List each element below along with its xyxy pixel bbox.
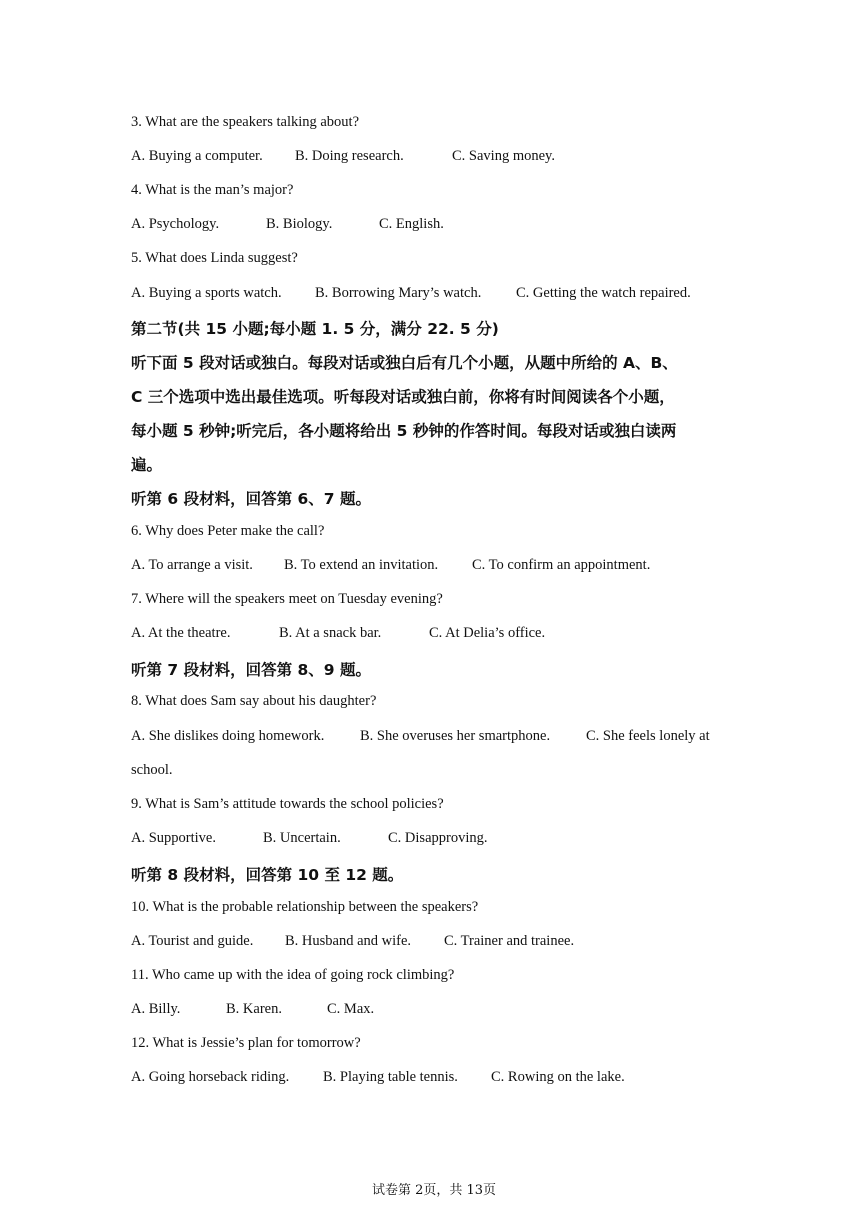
option-b: B. Playing table tennis. xyxy=(323,1069,458,1085)
question-5-options xyxy=(131,285,691,302)
group-8-heading: 听第 8 段材料，回答第 10 至 12 题。 xyxy=(131,866,404,884)
question-4-options xyxy=(131,216,444,233)
option-c: C. English. xyxy=(379,216,444,232)
option-b: B. To extend an invitation. xyxy=(284,557,439,573)
option-c: C. Disapproving. xyxy=(388,830,488,846)
option-a: A. At the theatre. xyxy=(131,625,231,641)
option-b: B. She overuses her smartphone. xyxy=(360,728,551,744)
question-7: 7. Where will the speakers meet on Tuesday evening? xyxy=(131,591,443,607)
option-a: A. She dislikes doing homework. xyxy=(131,728,325,744)
option-b: B. Uncertain. xyxy=(263,830,341,846)
question-9-options xyxy=(131,830,487,847)
group-7-heading: 听第 7 段材料，回答第 8、9 题。 xyxy=(131,661,371,679)
instruction-line-1: 听下面 5 段对话或独白。每段对话或独白后有几个小题，从题中所给的 A、B、 xyxy=(131,354,678,372)
option-c: C. Max. xyxy=(327,1001,375,1017)
instruction-line-3: 每小题 5 秒钟;听完后，各小题将给出 5 秒钟的作答时间。每段对话或独白读两 xyxy=(131,422,677,440)
group-6-heading: 听第 6 段材料，回答第 6、7 题。 xyxy=(131,490,371,508)
option-a: A. Billy. xyxy=(131,1001,181,1017)
question-8-option-continuation: school. xyxy=(131,762,173,778)
option-b: B. Borrowing Mary’s watch. xyxy=(315,285,482,301)
question-12-options xyxy=(131,1069,625,1086)
page-footer: 试卷第 2页，共 13页 xyxy=(371,1183,497,1198)
question-6: 6. Why does Peter make the call? xyxy=(131,523,325,539)
instruction-line-4: 遍。 xyxy=(131,456,163,474)
option-a: A. Supportive. xyxy=(131,830,216,846)
option-b: B. Biology. xyxy=(266,216,333,232)
option-b: B. Karen. xyxy=(226,1001,282,1017)
question-11-options xyxy=(131,1001,374,1018)
option-c: C. Rowing on the lake. xyxy=(491,1069,625,1085)
option-b: B. Husband and wife. xyxy=(285,933,412,949)
question-10-options xyxy=(131,933,574,950)
option-a: A. Tourist and guide. xyxy=(131,933,254,949)
section-heading: 第二节(共 15 小题;每小题 1. 5 分，满分 22. 5 分) xyxy=(131,320,499,338)
option-b: B. At a snack bar. xyxy=(279,625,382,641)
question-9: 9. What is Sam’s attitude towards the school policies? xyxy=(131,796,444,812)
instruction-line-2: C 三个选项中选出最佳选项。听每段对话或独白前，你将有时间阅读各个小题， xyxy=(131,388,675,406)
option-c: C. Getting the watch repaired. xyxy=(516,285,691,301)
question-12: 12. What is Jessie’s plan for tomorrow? xyxy=(131,1035,361,1051)
option-c: C. Trainer and trainee. xyxy=(444,933,575,949)
option-a: A. Psychology. xyxy=(131,216,220,232)
question-6-options xyxy=(131,557,650,574)
option-c: C. To confirm an appointment. xyxy=(472,557,651,573)
question-5: 5. What does Linda suggest? xyxy=(131,250,298,266)
question-10: 10. What is the probable relationship between the speakers? xyxy=(131,899,479,915)
option-a: A. Going horseback riding. xyxy=(131,1069,290,1085)
option-c: C. At Delia’s office. xyxy=(429,625,546,641)
question-7-options xyxy=(131,625,545,642)
option-a: A. Buying a computer. xyxy=(131,148,263,164)
option-a: A. To arrange a visit. xyxy=(131,557,253,573)
option-a: A. Buying a sports watch. xyxy=(131,285,282,301)
question-11: 11. Who came up with the idea of going rock climbing? xyxy=(131,967,455,983)
option-c: C. She feels lonely at xyxy=(586,728,710,744)
question-3: 3. What are the speakers talking about? xyxy=(131,114,360,130)
question-8: 8. What does Sam say about his daughter? xyxy=(131,693,377,709)
option-c: C. Saving money. xyxy=(452,148,555,164)
question-3-options xyxy=(131,148,555,165)
question-8-options xyxy=(131,728,710,745)
option-b: B. Doing research. xyxy=(295,148,404,164)
question-4: 4. What is the man’s major? xyxy=(131,182,294,198)
